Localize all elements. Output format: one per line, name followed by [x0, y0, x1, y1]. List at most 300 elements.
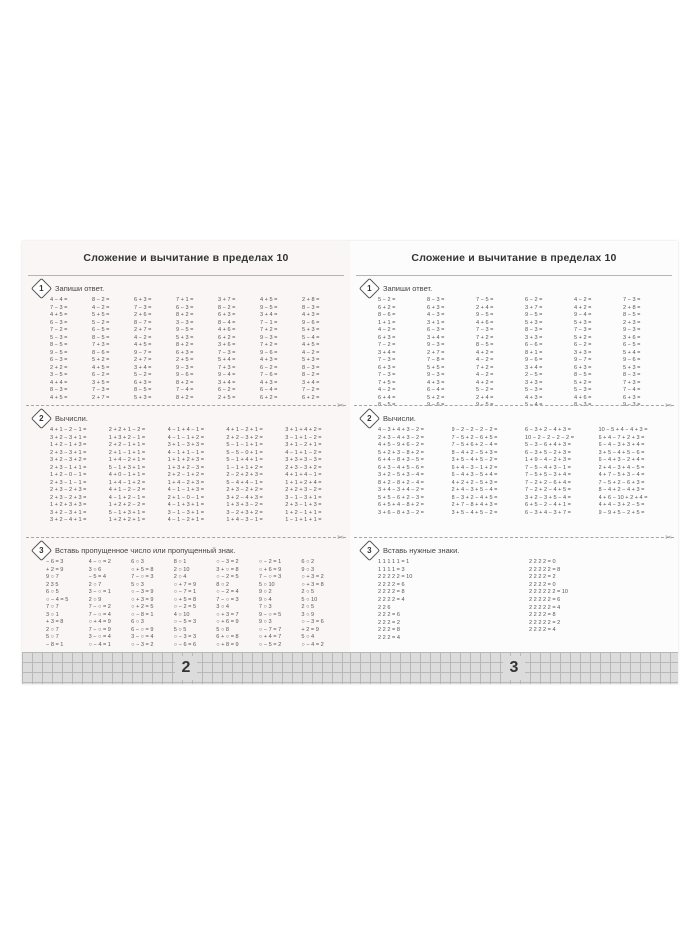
math-problem: 6 + 3 =: [176, 349, 194, 356]
math-problem: 2 + 7 =: [134, 327, 152, 333]
math-problem: 4 + 5 =: [260, 297, 278, 303]
math-problem: 4 + 6 =: [574, 394, 592, 401]
math-problem: 4 + 3 =: [302, 312, 320, 318]
math-problem: ○ + 4 = 9: [88, 619, 111, 625]
math-problem: 2 + 3 − 4 + 3 − 2 =: [378, 434, 424, 441]
math-problem: 6 + 4 − 3 − 1 + 2 =: [451, 464, 498, 471]
math-problem: 4 + 5 =: [302, 342, 320, 348]
math-problem: 8 − 7 =: [134, 319, 152, 326]
math-problem: 4 + 1 − 2 − 2 =: [108, 487, 146, 493]
math-problem: 2 2 2 = 2: [378, 619, 400, 626]
math-problem: 3 + 4 =: [427, 334, 445, 341]
math-problem: 3 + 5 =: [92, 379, 110, 386]
math-problem: 3 + 1 + 4 + 2 =: [285, 427, 322, 433]
math-problem: 8 − 5 =: [50, 342, 68, 348]
math-problem: 3 + 5 − 4 + 5 − 2 =: [451, 509, 498, 516]
math-problem: 2 + 3 − 2 + 3 =: [50, 487, 87, 493]
math-problem: 6 − 2 =: [92, 372, 110, 378]
math-problem: 1 + 4 − 3 − 1 =: [226, 517, 263, 523]
math-problem: 5 + 5 − 6 + 2 − 3 =: [378, 494, 424, 501]
math-problem: 2 + 7 =: [427, 349, 445, 356]
math-problem: 6 − 3 + 4 − 3 + 7 =: [525, 509, 571, 516]
exercise-3: [22, 538, 350, 659]
math-problem: ○ − 6 = 6: [173, 641, 197, 648]
math-problem: 4 + 5 =: [92, 364, 110, 371]
math-problem: 5 + 5 =: [92, 312, 110, 318]
math-problem: 3 + 5 − 4 + 5 − 2 =: [451, 457, 498, 463]
math-problem: 3 − ○ = 1: [88, 589, 111, 595]
math-problem: 6 − 2 =: [218, 387, 236, 393]
math-problem: 4 + 3 =: [427, 379, 445, 386]
math-problem: 7 + 2 =: [476, 334, 494, 341]
page-number: 2: [175, 656, 197, 680]
math-problem: 4 − 2 =: [134, 334, 152, 341]
math-problem: 2 + 2 − 1 + 2 =: [167, 472, 204, 478]
math-problem: 1 + 1 + 2 + 4 =: [285, 479, 322, 486]
math-problem: 4 + 2 =: [574, 304, 592, 311]
math-problem: 5 ○ 4: [301, 634, 315, 640]
math-problem: 2 2 2 2 = 6: [378, 581, 405, 588]
math-problem: 7 − 3 =: [378, 357, 396, 363]
grid-footer: [350, 652, 678, 684]
math-problem: 7 − 2 =: [50, 327, 68, 333]
math-problem: ○ + 8 = 9: [216, 641, 239, 648]
math-problem: ○ − 3 = 2: [131, 641, 154, 648]
math-problem: 5 ○ 7: [46, 634, 59, 640]
math-problem: 5 − 4 =: [525, 402, 543, 408]
math-problem: 9 − 5 =: [260, 304, 278, 311]
math-problem: 1 + 3 + 2 − 3 =: [167, 464, 204, 471]
math-problem: 3 + 4 =: [218, 379, 236, 386]
exercise-number-badge: 2: [359, 407, 380, 428]
math-problem: ○ − 8 = 1: [131, 611, 154, 618]
math-problem: 7 − 2 + 2 − 4 + 5 =: [525, 487, 571, 493]
math-problem: 8 − 5 =: [134, 387, 152, 393]
math-problem: ○ − 5 = 2: [258, 641, 282, 648]
sign-problems-column-2: [529, 559, 670, 643]
math-problem: 3 + 6 =: [218, 342, 236, 348]
math-problem: 9 − 9 + 5 − 2 + 5 =: [598, 509, 645, 516]
math-problem: 3 + 2 − 4 + 1 =: [50, 517, 87, 523]
exercise-title: Вставь пропущенное число или пропущенный знак.: [55, 545, 236, 555]
math-problem: 2 2 2 2 2 = 6: [529, 596, 561, 603]
math-problem: 6 − 6 =: [525, 342, 543, 348]
math-problem: 3 + 2 − 3 + 2 =: [50, 457, 87, 463]
math-problem: 2 ○ 5: [301, 604, 315, 610]
right-page: [350, 241, 678, 684]
math-problem: 7 + 1 =: [176, 297, 194, 303]
math-problem: 5 + 5 =: [427, 364, 445, 371]
math-problem: − 8 = 1: [46, 641, 64, 648]
math-problem: 4 − ○ = 2: [88, 559, 111, 565]
math-problem: 2 + 1 − 0 − 1 =: [167, 494, 204, 501]
math-problem: 10 − 5 + 4 − 4 + 3 =: [598, 427, 648, 433]
math-problem: 4 + 2 =: [476, 349, 494, 356]
math-problem: 2 2 2 2 = 4: [529, 627, 556, 634]
math-problem: 4 + 5 =: [50, 394, 68, 401]
math-problem: 8 + 1 =: [525, 349, 543, 356]
math-problem: 3 − ○ = 4: [131, 634, 154, 640]
exercise-title: Вычисли.: [383, 413, 416, 423]
math-problem: 7 + 2 =: [260, 327, 278, 333]
math-problem: ○ + 5 = 8: [173, 596, 197, 603]
math-problem: 2 + 2 + 1 − 2 =: [108, 427, 146, 433]
math-problem: 7 + 3 =: [218, 364, 236, 371]
math-problem: 1 − 1 + 1 + 2 =: [226, 464, 263, 471]
math-problem: 4 − 3 + 4 + 3 − 2 =: [378, 427, 424, 433]
math-problem: 7 − 3 =: [623, 297, 641, 303]
math-problem: 5 ○ 3: [131, 581, 144, 588]
math-problem: 2 2 6: [378, 604, 391, 611]
math-problem: 7 − 3 =: [218, 349, 236, 356]
math-problem: 8 − 5 =: [92, 334, 110, 341]
math-problem: 5 ○ 5: [173, 626, 187, 633]
math-problem: 5 + 2 =: [574, 334, 592, 341]
math-problem: 9 − 6 =: [623, 357, 641, 363]
math-problem: ○ − 4 = 1: [88, 641, 111, 648]
math-problem: ○ − 3 = 9: [131, 589, 154, 595]
math-problem: 6 + 3 =: [427, 304, 445, 311]
math-problem: 6 ○ 2: [301, 559, 315, 565]
math-problem: 6 ○ 3: [131, 619, 144, 625]
math-problem: 7 − 3 =: [378, 372, 396, 378]
math-problem: ○ + 3 = 8: [301, 581, 324, 588]
math-problem: 9 − 3 =: [176, 364, 194, 371]
math-problem: 1 − 1 + 1 + 1 =: [285, 517, 322, 523]
math-problem: ○ − 4 = 2: [301, 641, 324, 648]
math-problem: 6 − 4 =: [260, 387, 278, 393]
math-problem: 8 − 4 =: [218, 319, 236, 326]
math-problem: 5 + 3 =: [574, 319, 592, 326]
math-problem: − 6 = 3: [46, 559, 64, 565]
math-problem: 9 − 6 =: [260, 349, 278, 356]
math-problem: 6 − 3 + 5 − 2 + 3 =: [525, 449, 571, 456]
math-problem: 5 + 2 + 3 − 8 + 2 =: [378, 449, 424, 456]
exercise-number-badge: 1: [359, 277, 380, 298]
math-problem: 4 − 4 =: [50, 297, 68, 303]
math-problem: 6 − 3 =: [50, 357, 68, 363]
math-problem: 4 + 2 =: [476, 379, 494, 386]
math-problem: 3 − 1 − 3 + 1 =: [285, 494, 322, 501]
math-problem: 6 + 2 =: [302, 394, 320, 401]
math-problem: 8 − 2 =: [302, 372, 320, 378]
math-problem: 7 − 6 =: [260, 372, 278, 378]
math-problem: 4 − 2 =: [476, 357, 494, 363]
math-problem: 7 − 3 =: [476, 327, 494, 333]
math-problem: 7 − 5 =: [476, 297, 494, 303]
math-problem: 9 − 6 =: [525, 357, 543, 363]
math-problem: 8 ○ 2: [216, 581, 229, 588]
math-problem: 9 − 5 =: [176, 327, 194, 333]
math-problem: 5 − 1 + 3 + 1 =: [108, 464, 146, 471]
math-problem: 3 − 2 + 3 + 2 =: [226, 509, 263, 516]
math-problem: 4 + 1 − 2 − 1 =: [50, 427, 87, 433]
math-problem: 5 − 2 =: [378, 297, 396, 303]
math-problem: 5 − 3 =: [525, 387, 543, 393]
math-problem: 3 + 2 − 3 + 1 =: [50, 509, 87, 516]
math-problem: ○ + 6 = 9: [258, 566, 282, 573]
math-problem: 7 − 4 =: [623, 387, 641, 393]
math-problem: 5 − 1 − 1 + 1 =: [226, 442, 263, 448]
math-problem: 2 2 2 = 8: [378, 627, 400, 634]
math-problem: 9 − 3 =: [427, 342, 445, 348]
exercise-title: Вычисли.: [55, 413, 88, 423]
math-problem: 8 − 3 =: [302, 364, 320, 371]
math-problem: 5 − 3 =: [50, 334, 68, 341]
math-problem: 4 − 1 + 1 − 2 =: [285, 449, 322, 456]
math-problem: 5 ○ 10: [301, 596, 318, 603]
math-problem: 8 − 2 =: [92, 297, 110, 303]
math-problem: 9 − 4 =: [218, 372, 236, 378]
math-problem: 1 + 2 − 1 + 3 =: [50, 442, 87, 448]
math-problem: 6 + 3 =: [378, 364, 396, 371]
exercise-number-badge: 1: [31, 277, 52, 298]
math-problem: 8 − 2 =: [218, 304, 236, 311]
math-problem: 2 2 2 2 = 0: [529, 559, 556, 565]
math-problem: 8 − 6 =: [378, 312, 396, 318]
problem-grid: [360, 427, 670, 517]
math-problem: + 2 = 9: [46, 566, 64, 573]
math-problem: 1 + 2 − 1 + 1 =: [285, 509, 322, 516]
math-problem: ○ − 3 = 6: [301, 619, 324, 625]
math-problem: 4 − 1 + 2 − 1 =: [108, 494, 146, 501]
math-problem: 9 − 5 =: [50, 349, 68, 356]
math-problem: 8 − 3 =: [574, 402, 592, 408]
math-problem: 6 − 5 =: [92, 327, 110, 333]
math-problem: 2 + 8 =: [623, 304, 641, 311]
math-problem: 5 − 2 =: [476, 387, 494, 393]
math-problem: 1 + 4 − 1 + 2 =: [108, 479, 146, 486]
left-page: [22, 241, 350, 684]
math-problem: ○ − 7 = 1: [173, 589, 197, 595]
math-problem: 2 + 2 − 3 + 2 =: [226, 434, 263, 441]
math-problem: 6 − 4 =: [427, 387, 445, 393]
math-problem: 5 + 3 =: [623, 364, 641, 371]
math-problem: 1 + 2 + 2 + 1 =: [108, 517, 146, 523]
math-problem: 3 + 7 =: [218, 297, 236, 303]
exercise-2: [22, 406, 350, 535]
math-problem: 6 + 3 =: [574, 364, 592, 371]
math-problem: 2 + 4 − 3 + 5 − 4 =: [451, 487, 498, 493]
math-problem: 2 ○ 7: [46, 626, 59, 633]
math-problem: 7 + 5 =: [378, 379, 396, 386]
math-problem: 2 + 3 − 2 + 2 =: [226, 487, 263, 493]
math-problem: 1 + 4 − 2 + 1 =: [108, 457, 146, 463]
math-problem: 4 + 5 =: [134, 342, 152, 348]
math-problem: 4 − 3 =: [427, 312, 445, 318]
math-problem: 5 + 2 =: [92, 357, 110, 363]
math-problem: 2 + 2 − 1 + 1 =: [108, 442, 146, 448]
math-problem: 7 − 5 + 5 − 3 + 4 =: [525, 472, 571, 478]
math-problem: 4 + 3 =: [525, 394, 543, 401]
exercise-3: [350, 538, 678, 659]
math-problem: 6 − 3 =: [427, 327, 445, 333]
math-problem: 7 − ○ = 3: [131, 574, 154, 580]
math-problem: 6 − 5 =: [623, 342, 641, 348]
math-problem: 4 − 2 =: [302, 349, 320, 356]
math-problem: 2 2 2 2 = 2: [529, 574, 556, 581]
math-problem: 2 2 2 2 = 4: [378, 596, 405, 603]
math-problem: 4 + 3 =: [260, 357, 278, 363]
math-problem: 9 − 5 =: [525, 312, 543, 318]
math-problem: 5 − 4 =: [302, 334, 320, 341]
exercise-1: [350, 276, 678, 408]
math-problem: 1 + 1 =: [378, 319, 396, 326]
math-problem: 3 − 1 + 1 − 2 =: [285, 434, 322, 441]
math-problem: 3 ○ 9: [301, 611, 315, 618]
math-problem: 8 ○ 1: [173, 559, 187, 565]
exercise-number-badge: 2: [31, 407, 52, 428]
math-problem: 7 − ○ = 9: [88, 626, 111, 633]
exercise-number-badge: 3: [359, 539, 380, 560]
math-problem: ○ − 7 = 7: [258, 626, 282, 633]
math-problem: 4 − 2 =: [378, 387, 396, 393]
math-problem: 3 + 1 − 2 + 1 =: [285, 442, 322, 448]
math-problem: 7 − 5 + 2 − 6 + 3 =: [598, 479, 645, 486]
workbook-spread: [22, 241, 678, 684]
math-problem: ○ − 2 = 1: [258, 559, 282, 565]
math-problem: 7 − 2 =: [302, 387, 320, 393]
math-problem: 2 2 2 2 2 = 8: [529, 566, 561, 573]
math-problem: 5 ○ 10: [258, 581, 275, 588]
math-problem: 2 + 3 − 3 + 2 =: [285, 464, 322, 471]
math-problem: ○ − 2 = 5: [173, 604, 197, 610]
math-problem: 7 + 3 =: [623, 379, 641, 386]
math-problem: 6 + 4 =: [378, 394, 396, 401]
math-problem: 4 + 1 − 2 + 1 =: [226, 427, 263, 433]
math-problem: ○ + 3 = 2: [301, 574, 324, 580]
math-problem: ○ − 2 = 5: [216, 574, 239, 580]
math-problem: 2 2 2 2 = 0: [529, 581, 556, 588]
math-problem: ○ + 5 = 8: [131, 566, 154, 573]
math-problem: 3 + 4 =: [378, 349, 396, 356]
math-problem: 6 + 3 =: [378, 334, 396, 341]
math-problem: ○ − 5 = 3: [173, 619, 197, 625]
math-problem: 5 + 3 =: [302, 327, 320, 333]
math-problem: 3 + 4 − 3 + 4 − 2 =: [378, 487, 424, 493]
math-problem: 7 + 3 =: [92, 342, 110, 348]
math-problem: 4 − 2 =: [92, 304, 110, 311]
math-problem: 6 + 3 =: [623, 394, 641, 401]
math-problem: 6 − ○ = 9: [131, 626, 154, 633]
math-problem: 6 + 5 + 4 − 8 + 2 =: [378, 502, 424, 508]
math-problem: 6 − 3 =: [50, 319, 68, 326]
scissors-icon: ✂: [665, 401, 672, 410]
math-problem: 7 + 2 =: [476, 364, 494, 371]
math-problem: 9 ○ 2: [258, 589, 272, 595]
math-problem: 2 2 2 = 6: [378, 612, 400, 619]
math-problem: 2 + 7 =: [92, 394, 110, 401]
math-problem: 1 + 2 + 3 + 3 =: [50, 502, 87, 508]
problem-grid: [32, 559, 342, 649]
sign-problems: [360, 559, 670, 643]
math-problem: 6 ○ 5: [46, 589, 59, 595]
math-problem: 4 + 1 + 4 − 1 =: [285, 472, 322, 478]
math-problem: 3 − 1 − 3 + 1 =: [167, 509, 204, 516]
math-problem: 7 − ○ = 3: [258, 574, 282, 580]
exercise-title: Запиши ответ.: [55, 283, 105, 293]
math-problem: 5 − 2 =: [92, 319, 110, 326]
math-problem: 2 ○ 5: [301, 589, 315, 595]
math-problem: 4 − 2 =: [378, 327, 396, 333]
math-problem: 2 ○ 7: [88, 581, 102, 588]
math-problem: 2 + 3 =: [623, 319, 641, 326]
math-problem: 3 + 7 =: [525, 304, 543, 311]
exercise-number-badge: 3: [31, 539, 52, 560]
math-problem: 5 + 2 =: [574, 379, 592, 386]
math-problem: ○ − 3 = 2: [216, 559, 239, 565]
math-problem: 7 − ○ = 4: [88, 611, 111, 618]
math-problem: 6 + 2 =: [260, 394, 278, 401]
math-problem: 7 − 3 =: [574, 327, 592, 333]
math-problem: 10 − 2 − 2 − 2 − 2 =: [525, 434, 574, 441]
math-problem: 6 + 5 − 2 − 4 + 1 =: [525, 502, 571, 508]
math-problem: 7 − 4 =: [176, 387, 194, 393]
math-problem: 9 − 3 =: [623, 327, 641, 333]
math-problem: 3 + 1 − 3 + 3 =: [167, 442, 204, 448]
math-problem: 3 + 4 =: [525, 364, 543, 371]
math-problem: 7 ○ 3: [258, 604, 272, 610]
math-problem: 7 + 2 =: [260, 342, 278, 348]
math-problem: 8 − 3 + 2 − 4 + 5 =: [451, 494, 498, 501]
problem-grid: [360, 297, 670, 410]
exercise-title: Запиши ответ.: [383, 283, 433, 293]
math-problem: ○ + 4 = 7: [258, 634, 282, 640]
math-problem: 2 + 8 =: [302, 297, 320, 303]
math-problem: 2 + 1 − 1 + 1 =: [108, 449, 146, 456]
math-problem: 7 − 3 =: [134, 304, 152, 311]
math-problem: 9 − 5 =: [476, 312, 494, 318]
math-problem: 8 − 3 =: [525, 327, 543, 333]
math-problem: 3 + 4 =: [260, 312, 278, 318]
math-problem: 3 + 4 =: [302, 379, 320, 386]
exercise-1: [22, 276, 350, 403]
math-problem: 8 − 5 =: [574, 372, 592, 378]
math-problem: 6 + 3 =: [134, 297, 152, 303]
math-problem: 3 + 2 − 4 + 3 =: [226, 494, 263, 501]
math-problem: 6 + 3 =: [134, 379, 152, 386]
math-problem: 3 − ○ = 4: [88, 634, 111, 640]
math-problem: 8 − 5 =: [378, 402, 396, 408]
math-problem: 5 + 2 =: [427, 394, 445, 401]
math-problem: 2 3 5: [46, 581, 59, 588]
page-number: 3: [503, 656, 525, 680]
math-problem: 1 1 1 1 1 = 1: [378, 559, 410, 565]
math-problem: 5 + 4 =: [623, 349, 641, 356]
math-problem: 2 + 2 =: [50, 364, 68, 371]
math-problem: 6 + 2 =: [218, 334, 236, 341]
math-problem: 3 + 2 − 5 + 3 − 4 =: [378, 472, 424, 478]
math-problem: 7 − 2 =: [378, 342, 396, 348]
math-problem: 7 − ○ = 3: [216, 596, 239, 603]
math-problem: 7 − 2 + 2 − 6 + 4 =: [525, 479, 571, 486]
math-problem: 9 ○ 3: [301, 566, 315, 573]
math-problem: 6 + 2 =: [378, 304, 396, 311]
math-problem: 2 2 2 2 2 = 2: [529, 619, 561, 626]
math-problem: 4 − 1 − 1 + 2 =: [167, 434, 204, 441]
math-problem: 1 1 1 1 = 3: [378, 566, 405, 573]
math-problem: 9 − 3 =: [260, 334, 278, 341]
math-problem: 5 + 3 =: [134, 394, 152, 401]
math-problem: 2 + 3 − 1 + 1 =: [50, 464, 87, 471]
math-problem: 2 − 5 =: [525, 372, 543, 378]
math-problem: 6 − 4 + 3 − 2 + 4 =: [598, 457, 645, 463]
math-problem: 6 − 3 + 2 − 4 + 3 =: [525, 427, 571, 433]
math-problem: 3 ○ 6: [88, 566, 102, 573]
math-problem: 3 + 3 + 3 − 3 =: [285, 457, 322, 463]
math-problem: 9 − 6 =: [302, 319, 320, 326]
math-problem: 8 + 2 =: [176, 342, 194, 348]
